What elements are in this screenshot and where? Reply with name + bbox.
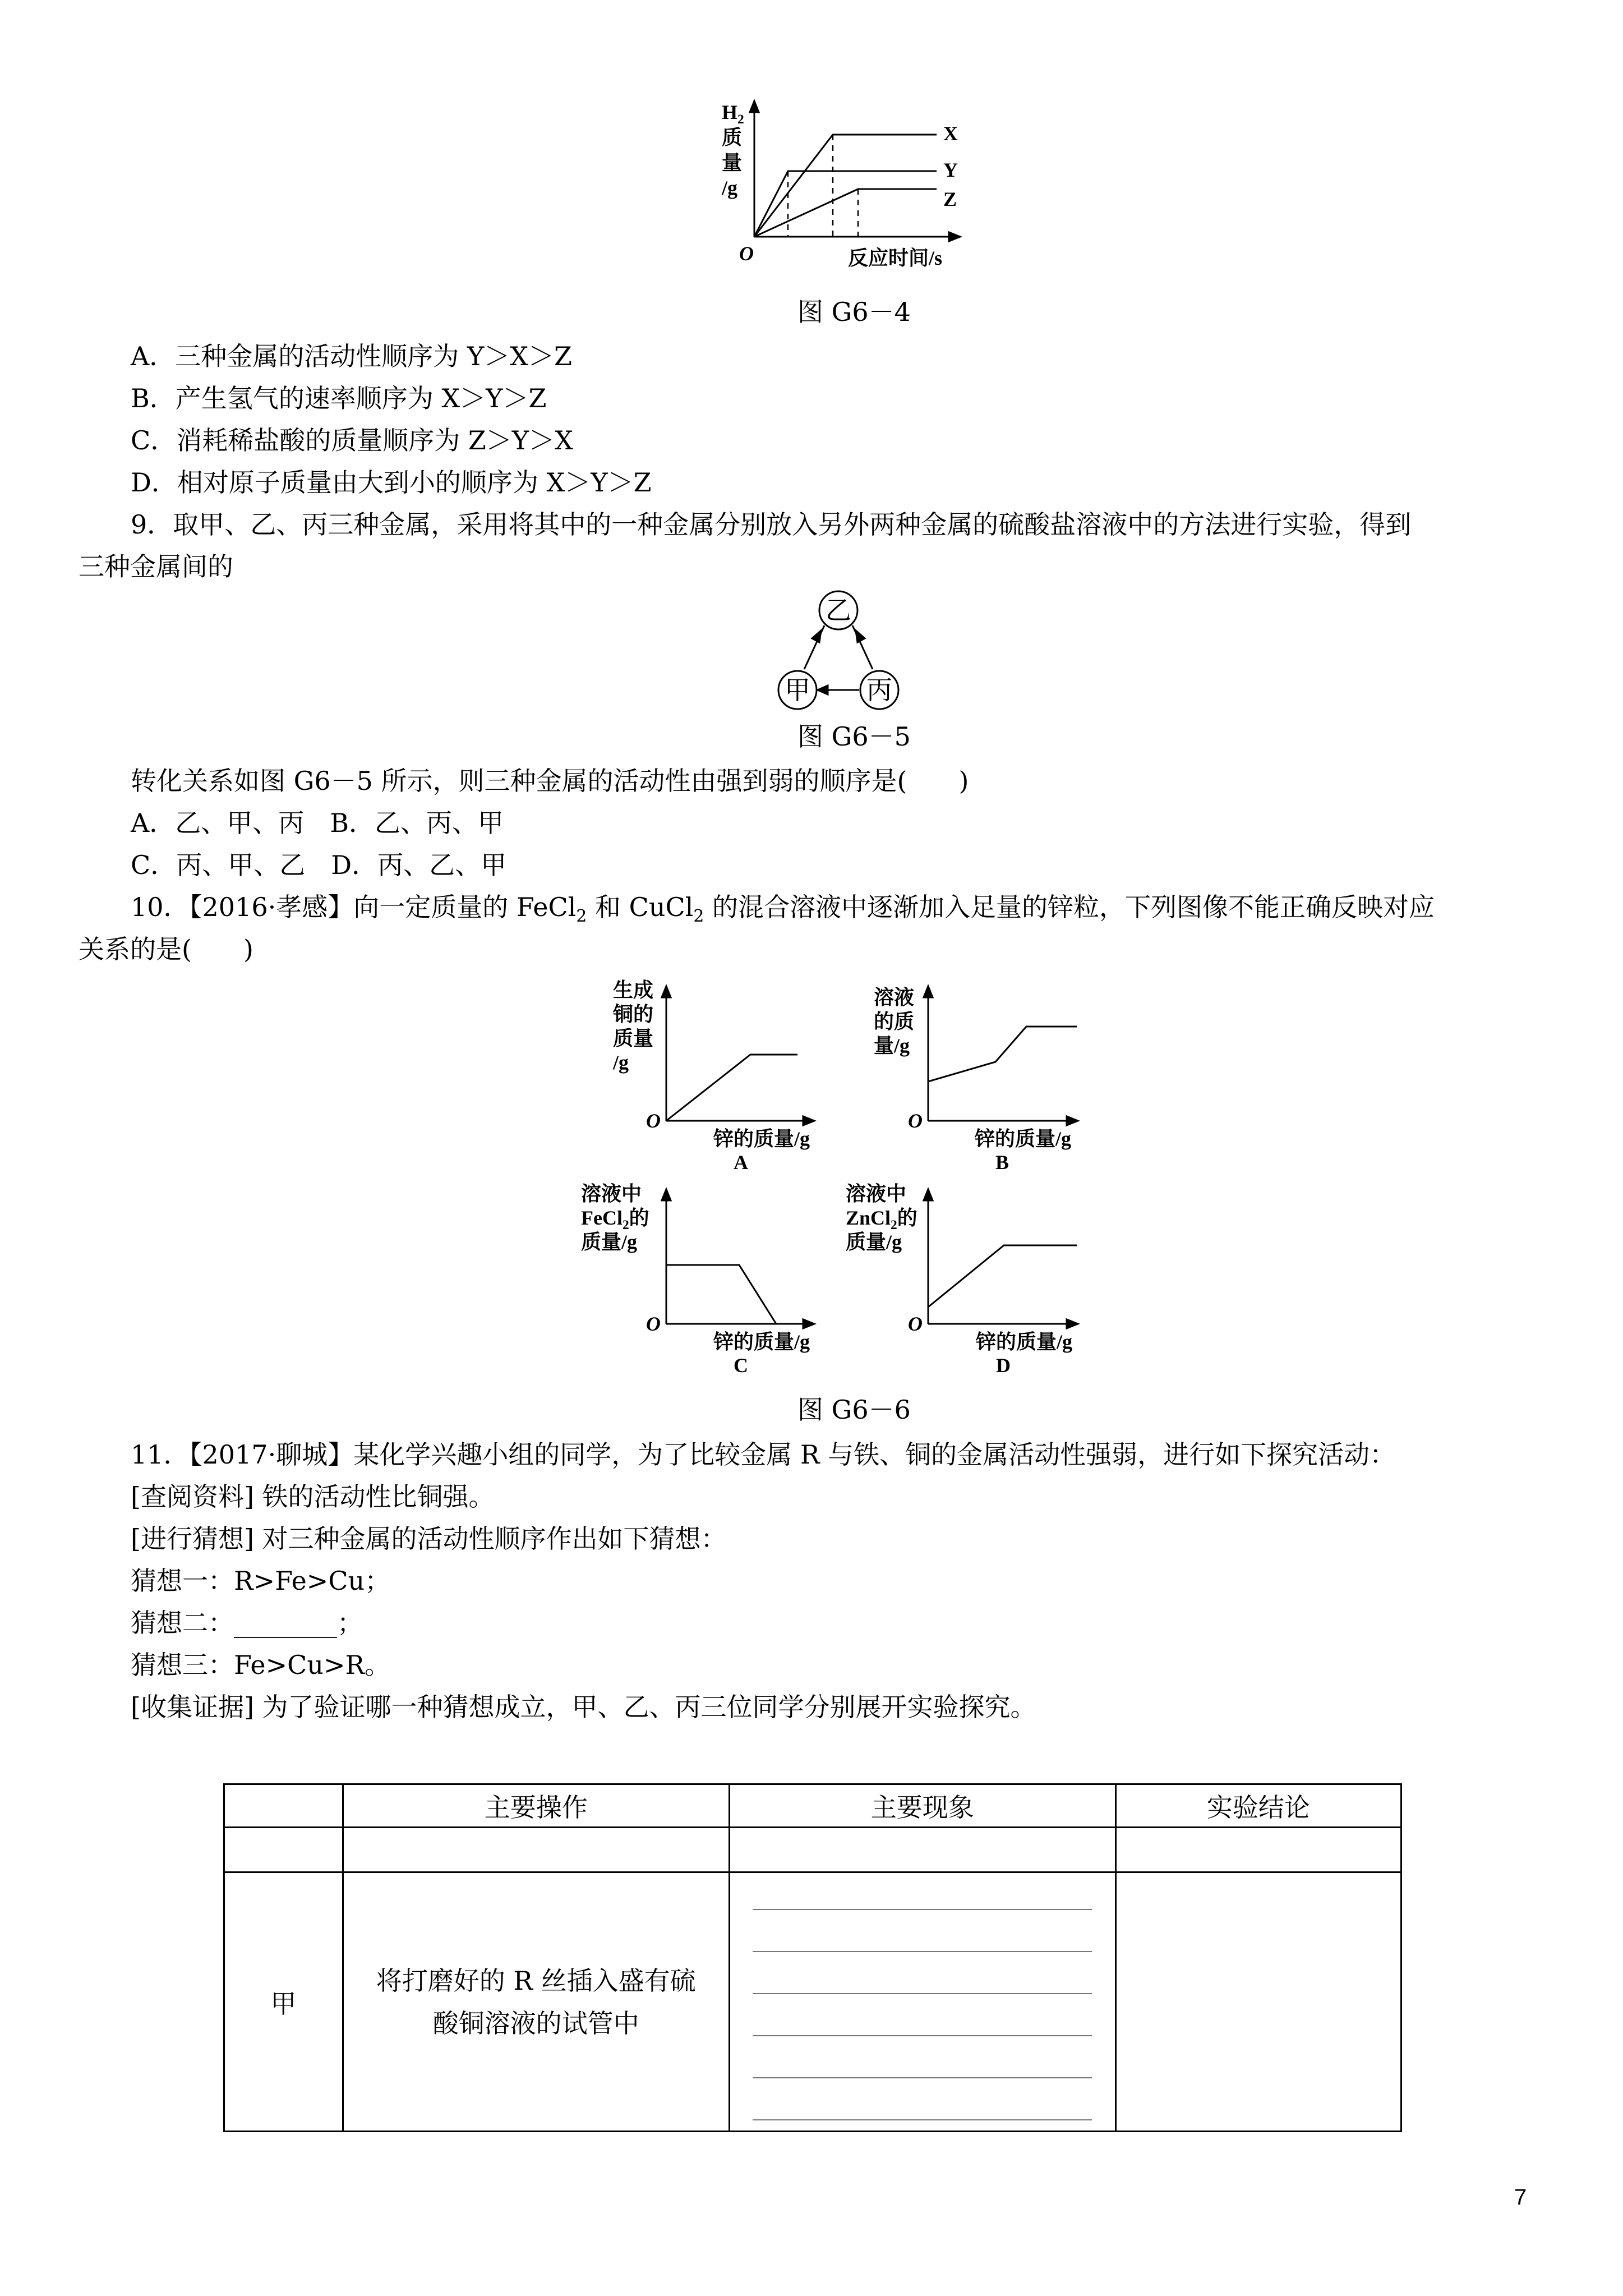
fig4-ylabel-1: $H_2$ <box>722 101 744 127</box>
fig5-node-top: 乙 <box>826 595 851 625</box>
fig5-caption: 图 G6－5 <box>797 721 911 752</box>
chart-d-origin: O <box>908 1313 923 1335</box>
q8-option-d: D．相对原子质量由大到小的顺序为 X＞Y＞Z <box>131 467 652 498</box>
q11-hypothesis-3: 猜想三：Fe>Cu>R。 <box>131 1650 391 1680</box>
q9-options-1: A．乙、甲、丙 B．乙、丙、甲 <box>131 808 504 838</box>
q9-options-2: C．丙、甲、乙 D．丙、乙、甲 <box>131 850 507 880</box>
fig4-origin: O <box>739 242 754 265</box>
table-header-blank <box>224 1784 343 1828</box>
chart-c-origin: O <box>646 1313 661 1335</box>
chart-b-ylabel-2: 的质 <box>874 1010 915 1033</box>
table-row-empty <box>224 1828 1401 1872</box>
chart-c-ylabel-1: 溶液中 <box>581 1182 642 1205</box>
chart-a-ylabel-1: 生成 <box>613 979 654 1001</box>
chart-b-ylabel-3: 量/g <box>874 1034 910 1057</box>
fig4-xlabel: 反应时间/s <box>848 247 943 269</box>
q8-option-c: C．消耗稀盐酸的质量顺序为 Z＞Y＞X <box>131 425 573 455</box>
fig5-node-right: 丙 <box>866 675 892 705</box>
fig5-node-left: 甲 <box>785 675 810 705</box>
chart-b-tag: B <box>995 1151 1009 1174</box>
fig4-ylabel-4: /g <box>722 177 738 199</box>
chart-b-ylabel-1: 溶液 <box>874 986 915 1009</box>
table-header-row <box>224 1784 1401 1828</box>
chart-d-ylabel-3: 质量/g <box>846 1231 902 1253</box>
fig4-ylabel-3: 量 <box>722 151 743 174</box>
answer-blank-lines <box>730 1873 1117 2132</box>
experiment-table <box>223 1783 1402 2132</box>
q11-hypothesis-intro: [进行猜想] 对三种金属的活动性顺序作出如下猜想： <box>131 1524 727 1554</box>
fig4-ylabel-2: 质 <box>722 126 743 149</box>
chart-d-tag: D <box>996 1354 1011 1377</box>
table-cell-operation <box>343 1872 729 2132</box>
chart-a-ylabel-4: /g <box>613 1051 629 1074</box>
q11-consult: [查阅资料] 铁的活动性比铜强。 <box>131 1481 495 1512</box>
chart-d-ylabel-1: 溶液中 <box>846 1182 907 1205</box>
chart-b-origin: O <box>908 1110 923 1132</box>
table-cell-conclusion[interactable] <box>1115 1872 1401 2132</box>
chart-c-ylabel-3: 质量/g <box>581 1231 638 1253</box>
q9-line-3: 转化关系如图 G6－5 所示，则三种金属的活动性由强到弱的顺序是( ) <box>131 766 969 796</box>
table-cell-phenomenon[interactable] <box>729 1872 1115 2132</box>
table-row <box>224 1872 1401 2132</box>
q10-line-2: 关系的是( ) <box>79 934 253 964</box>
chart-c-xlabel: 锌的质量/g <box>713 1331 810 1353</box>
fig6-caption: 图 G6－6 <box>797 1395 911 1425</box>
chart-a-xlabel: 锌的质量/g <box>713 1128 810 1150</box>
chart-a-ylabel-2: 铜的 <box>613 1003 654 1025</box>
table-header-operation: 主要操作 <box>343 1784 729 1828</box>
chart-d-ylabel-2: ZnCl$_2$的 <box>846 1207 917 1233</box>
fig4-caption: 图 G6－4 <box>797 297 911 327</box>
operation-line-2: 酸铜溶液的试管中 <box>432 2008 639 2039</box>
q8-option-b: B．产生氢气的速率顺序为 X＞Y＞Z <box>131 383 547 413</box>
fig4-series-y: Y <box>943 159 958 181</box>
chart-a-ylabel-3: 质量 <box>613 1027 654 1050</box>
q11-hypothesis-2: 猜想二：________； <box>131 1608 363 1638</box>
operation-line-1: 将打磨好的 R 丝插入盛有硫 <box>376 1965 696 1996</box>
q11-line-1: 11．【2017·聊城】某化学兴趣小组的同学，为了比较金属 R 与铁、铜的金属活动性强弱，进行如下探究活动： <box>131 1439 1396 1470</box>
chart-d-xlabel: 锌的质量/g <box>976 1331 1073 1353</box>
chart-c-tag: C <box>734 1354 748 1377</box>
chart-a-tag: A <box>734 1151 748 1174</box>
q9-line-2: 三种金属间的 <box>79 551 233 582</box>
table-row-label: 甲 <box>224 1872 343 2132</box>
fig4-series-x: X <box>943 122 958 145</box>
chart-a-origin: O <box>646 1110 661 1132</box>
q11-hypothesis-1: 猜想一：R>Fe>Cu； <box>131 1566 391 1596</box>
fig4-series-z: Z <box>943 188 957 210</box>
page-number: 7 <box>1514 2185 1527 2210</box>
q10-line-1: 10．【2016·孝感】向一定质量的 FeCl$_2$ 和 CuCl$_2$ 的混合溶液中逐渐加入足量的锌粒，下列图像不能正确反映对应 <box>131 892 1435 927</box>
table-header-conclusion: 实验结论 <box>1115 1784 1401 1828</box>
table-header-phenomenon: 主要现象 <box>729 1784 1115 1828</box>
q11-evidence: [收集证据] 为了验证哪一种猜想成立，甲、乙、丙三位同学分别展开实验探究。 <box>131 1692 1036 1722</box>
chart-b-xlabel: 锌的质量/g <box>975 1128 1072 1150</box>
q9-line-1: 9．取甲、乙、丙三种金属，采用将其中的一种金属分别放入另外两种金属的硫酸盐溶液中的方法进行实验，得到 <box>131 509 1412 540</box>
chart-c-ylabel-2: FeCl$_2$的 <box>581 1207 649 1233</box>
q8-option-a: A．三种金属的活动性顺序为 Y＞X＞Z <box>131 341 572 371</box>
